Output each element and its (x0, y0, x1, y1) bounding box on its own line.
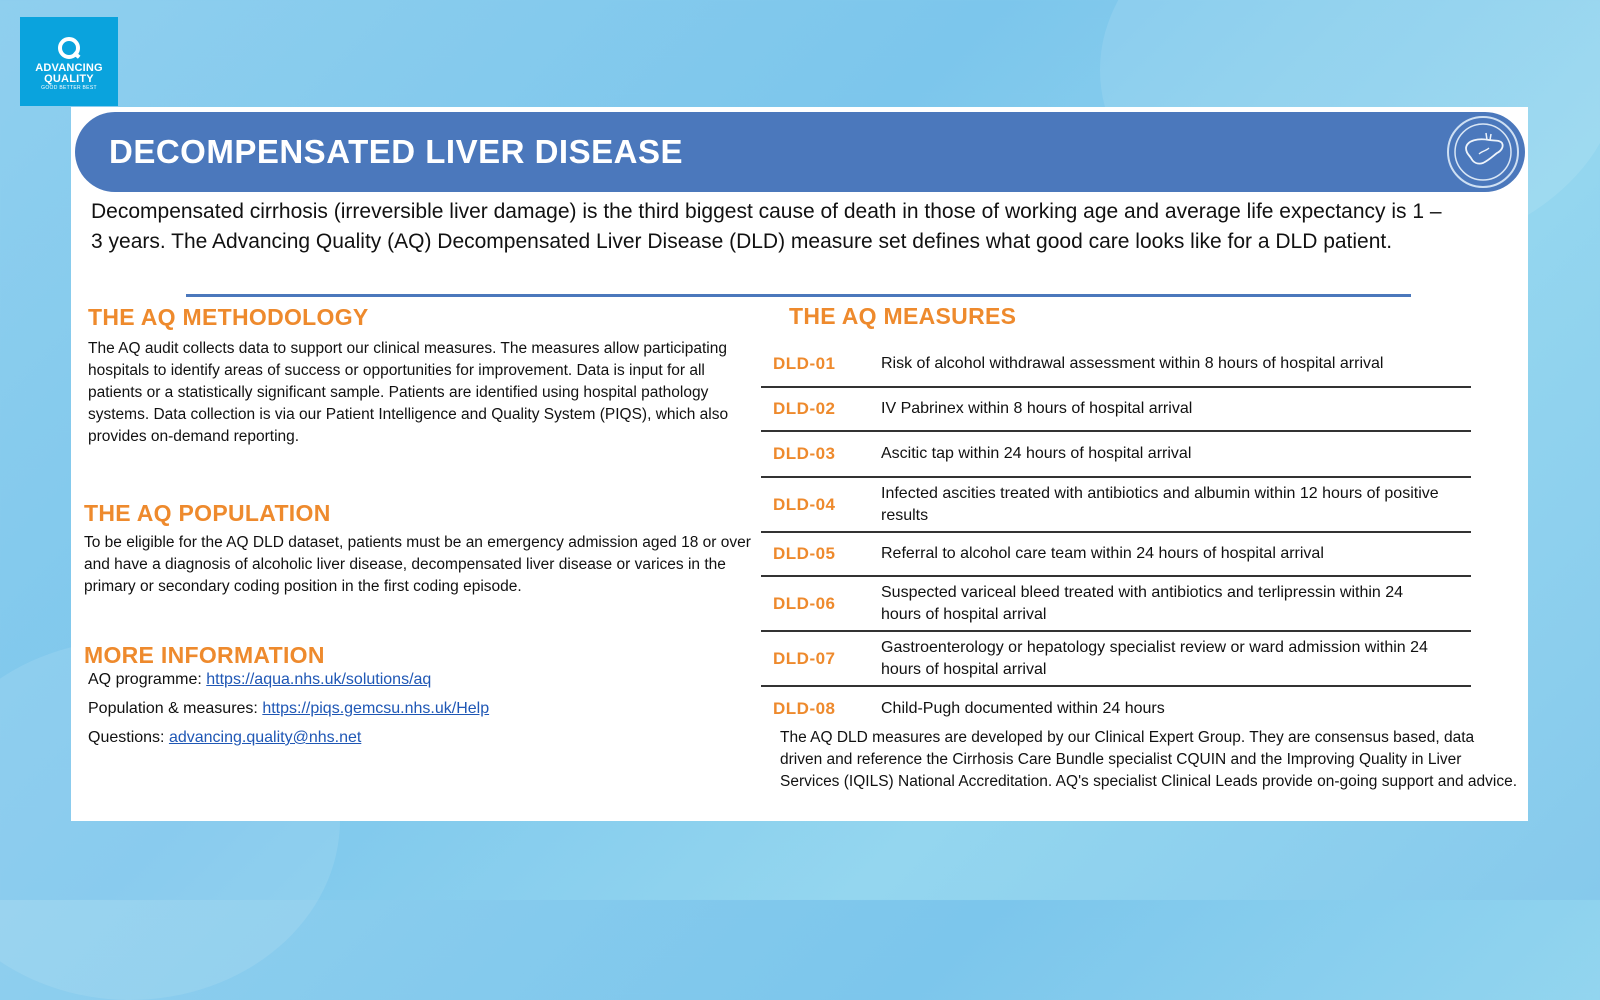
liver-icon (1447, 116, 1519, 188)
measure-row (761, 388, 1471, 432)
measure-row (761, 632, 1471, 687)
measure-code: DLD-04 (773, 494, 836, 514)
programme-label: AQ programme: (88, 671, 202, 688)
questions-email-link[interactable]: advancing.quality@nhs.net (168, 729, 362, 746)
logo-line-2: QUALITY (44, 73, 94, 85)
q-logo-icon (58, 37, 80, 59)
more-information-heading: MORE INFORMATION (84, 642, 325, 668)
measure-description: Suspected variceal bleed treated with antibiotics and terlipressin within 24 hours of hospital arrival (881, 583, 1404, 623)
info-row-programme (88, 670, 431, 690)
population-text: To be eligible for the AQ DLD dataset, patients must be an emergency admission aged 18 or over and have a diagnosis of alcoholic liver disease, decompensated liver disease or varices in the primary or secondary coding position in the first coding episode. (84, 534, 751, 595)
measure-code: DLD-03 (773, 444, 836, 463)
logo-line-1: ADVANCING (35, 62, 103, 74)
measure-code: DLD-08 (773, 698, 836, 718)
measure-description: Risk of alcohol withdrawal assessment within 8 hours of hospital arrival (881, 355, 1384, 372)
measure-description: Gastroenterology or hepatology specialist review or ward admission within 24 hours of hospital arrival (881, 638, 1428, 678)
measure-row (761, 478, 1471, 533)
measure-description: Infected ascities treated with antibiotics and albumin within 12 hours of positive results (881, 484, 1439, 524)
measure-code: DLD-05 (773, 544, 836, 563)
intro-paragraph: Decompensated cirrhosis (irreversible liver damage) is the third biggest cause of death in those of working age and average life expectancy is 1 – 3 years. The Advancing Quality (AQ) Decompensated Liver Disease (DLD) measure set defines what good care looks like for a DLD patient. (91, 200, 1442, 253)
population-measures-label: Population & measures: (88, 700, 258, 717)
info-row-questions (88, 728, 361, 748)
methodology-text: The AQ audit collects data to support our clinical measures. The measures allow participating hospitals to identify areas of success or opportunities for improvement. Data is input for all patients or a statistically significant sample. Patients are identified using hospital pathology systems. Data collection is via our Patient Intelligence and Quality System (PIQS), which also provides on-demand reporting. (88, 340, 729, 445)
measure-code: DLD-06 (773, 593, 836, 613)
population-heading: THE AQ POPULATION (84, 500, 331, 526)
advancing-quality-logo (20, 17, 118, 106)
questions-label: Questions: (88, 729, 165, 746)
measure-code: DLD-01 (773, 354, 836, 373)
measure-row (761, 533, 1471, 577)
methodology-heading: THE AQ METHODOLOGY (88, 304, 369, 330)
info-row-population (88, 699, 489, 719)
measure-row (761, 687, 1471, 730)
measure-row (761, 342, 1471, 388)
title-banner (75, 112, 1525, 192)
measure-description: Child-Pugh documented within 24 hours (881, 699, 1165, 717)
page-title: DECOMPENSATED LIVER DISEASE (109, 133, 683, 170)
measure-description: Ascitic tap within 24 hours of hospital arrival (881, 445, 1192, 462)
measures-heading: THE AQ MEASURES (789, 303, 1017, 329)
measure-row (761, 432, 1471, 478)
population-measures-link[interactable]: https://piqs.gemcsu.nhs.uk/Help (262, 700, 490, 717)
measure-description: IV Pabrinex within 8 hours of hospital arrival (881, 400, 1193, 417)
measure-code: DLD-02 (773, 399, 836, 418)
section-divider (186, 294, 1411, 297)
measure-row (761, 577, 1471, 632)
measure-description: Referral to alcohol care team within 24 hours of hospital arrival (881, 545, 1324, 562)
measure-code: DLD-07 (773, 648, 836, 668)
programme-link[interactable]: https://aqua.nhs.uk/solutions/aq (206, 671, 432, 688)
measures-footer-text: The AQ DLD measures are developed by our Clinical Expert Group. They are consensus based, data driven and reference the Cirrhosis Care Bundle specialist CQUIN and the Improving Quality in Liver Services (IQILS) National Accreditation. AQ's specialist Clinical Leads provide on-going support and advice. (780, 729, 1518, 790)
measures-table (761, 342, 1471, 730)
info-card (71, 107, 1528, 821)
logo-tagline: GOOD BETTER BEST (41, 85, 97, 91)
